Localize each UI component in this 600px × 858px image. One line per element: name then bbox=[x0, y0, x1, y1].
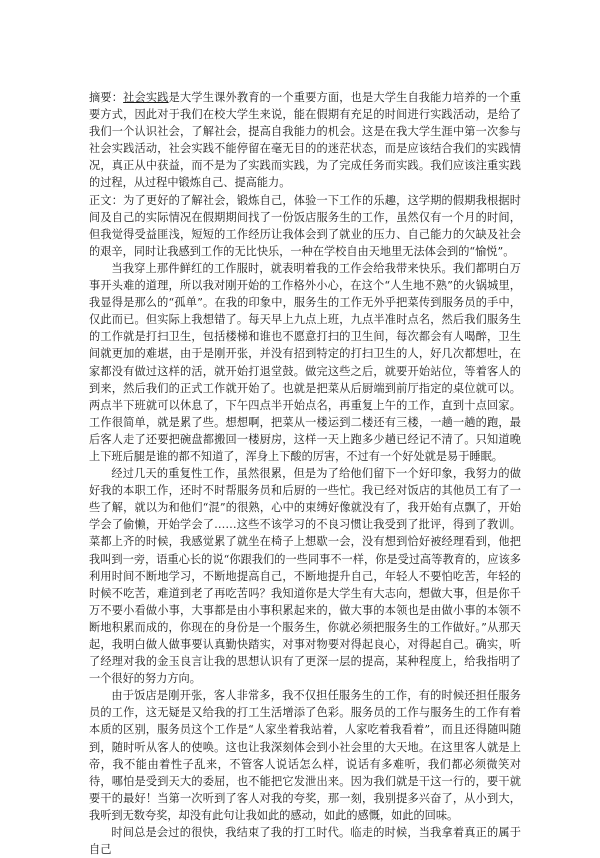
body-paragraph: 时间总是会过的很快，我结束了我的打工时代。临走的时候，当我拿着真正的属于自己 bbox=[89, 826, 521, 857]
body-paragraph: 由于饭店是刚开张，客人非常多，我不仅担任服务生的工作，有的时候还担任服务员的工作，这无疑是又给我的打工生活增添了色彩。服务员的工作与服务生的工作有着本质的区别，服务员这个工作是“人家坐着我站着，人家吃着我看着”，而且还得随叫随到，随时听从客人的使唤。这也让我深刻体会到小社会里的大天地。在这里客人就是上帝，我不能由着性子乱来，不管客人说话怎么样，说话有多难听，我们都必须微笑对待，哪怕是受到天大的委屈，也不能把它发泄出来。因为我们就是干这一行的，要干就要干的最好！当第一次听到了客人对我的夸奖，那一刻，我别提多兴奋了，从小到大，我听到无数夸奖，却没有此句让我如此的感动，如此的感慨，如此的回味。 bbox=[89, 689, 521, 822]
body-intro-paragraph: 正文：为了更好的了解社会，锻炼自己，体验一下工作的乐趣，这学期的假期我根据时间及自己的实际情况在假期期间找了一份饭店服务生的工作，虽然仅有一个月的时间，但我觉得受益匪浅，短短的工作经历让我体会到了就业的压力、自己能力的欠缺及社会的艰辛，同时让我感到工作的无比快乐，一种在学校自由天地里无法体会到的“愉悦”。 bbox=[89, 193, 521, 258]
abstract-term: 社会实践 bbox=[123, 91, 169, 104]
body-paragraph: 当我穿上那件鲜红的工作服时，就表明着我的工作会给我带来快乐。我们都明白万事开头难的道理，所以我对刚开始的工作格外小心，在这个“人生地不熟”的火锅城里，我显得是那么的“孤单”。在我的印象中，服务生的工作无外乎把菜传到服务员的手中，仅此而已。但实际上我想错了。每天早上九点上班，九点半准时点名，然后我们服务生的工作就是打扫卫生，包括楼梯和谁也不愿意打扫的卫生间，每次都会有人喝醉，卫生间就更加的难堪，由于是刚开张，并没有招到特定的打扫卫生的人，好几次都想吐，在家都没有做过这样的活，就开始打退堂鼓。做完这些之后，就要开始站位，等着客人的到来，然后我们的正式工作就开始了。也就是把菜从后厨端到前厅指定的桌位就可以。两点半下班就可以休息了，下午四点半开始点名，再重复上午的工作，直到十点回家。工作很简单，就是累了些。想想啊，把菜从一楼运到二楼还有三楼，一趟一趟的跑，最后客人走了还要把碗盘都搬回一楼厨房，这样一天上跑多少趟已经记不清了。只知道晚上下班后腿是谁的都不知道了，浑身上下酸的厉害，不过有一个好处就是易于睡眠。 bbox=[89, 261, 521, 463]
body-paragraph: 经过几天的重复性工作，虽然很累，但是为了给他们留下一个好印象，我努力的做好我的本职工作，还时不时帮服务员和后厨的一些忙。我已经对饭店的其他员工有了一些了解，就以为和他们“混”的很熟，心中的束缚好像就没有了，我开始有点飘了，开始学会了偷懒，开始学会了……这些不该学习的不良习惯让我受到了批评，得到了教训。菜都上齐的时候，我感觉累了就坐在椅子上想歇一会，没有想到恰好被经理看到，他把我叫到一旁，语重心长的说“你跟我们的一些同事不一样，你是受过高等教育的，应该多利用时间不断地学习，不断地提高自己，不断地提升自己，年轻人不要怕吃苦，年轻的时候不吃苦，难道到老了再吃苦吗？我知道你是大学生有大志向，想做大事，但是你千万不要小看做小事，大事都是由小事积累起来的，做大事的本领也是由做小事的本领不断地积累而成的，你现在的身份是一个服务生，你就必须把服务生的工作做好。”从那天起，我明白做人做事要认真勤快踏实，对事对物要对得起良心，对得起自己。确实，听了经理对我的金玉良言让我的思想认识有了更深一层的提高，某种程度上，给我指明了一个很好的努力方向。 bbox=[89, 467, 521, 686]
document-body bbox=[89, 89, 521, 858]
abstract-label: 摘要： bbox=[89, 91, 124, 104]
abstract-paragraph bbox=[89, 89, 521, 192]
abstract-text: 是大学生课外教育的一个重要方面，也是大学生自我能力培养的一个重要方式，因此对于我们在校大学生来说，能在假期有充足的时间进行实践活动，是给了我们一个认识社会，了解社会，提高自我能力的机会。这是在我大学生涯中第一次参与社会实践活动，社会实践不能停留在毫无目的的迷茫状态，而是应该结合我们的实践情况，真正从中获益，而不是为了实践而实践，为了完成任务而实践。我们应该注重实践的过程，从过程中锻炼自己、提高能力。 bbox=[89, 91, 521, 190]
